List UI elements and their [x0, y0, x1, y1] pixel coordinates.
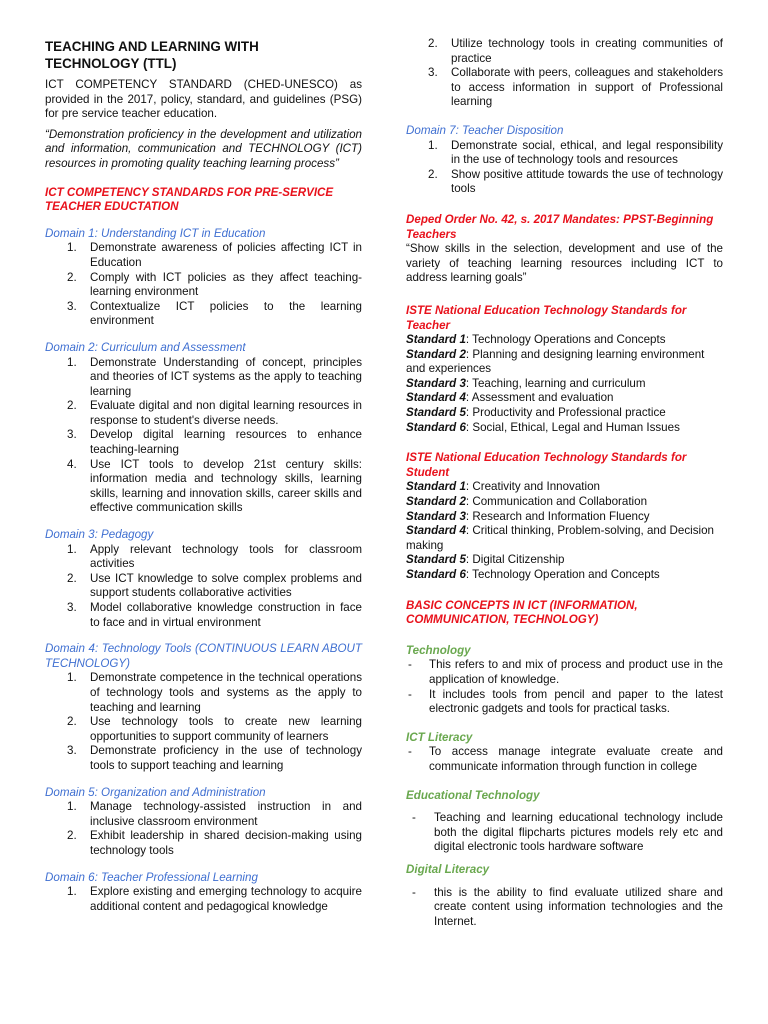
- list-item: - To access manage integrate evaluate create and communicate information through function in college: [408, 745, 723, 773]
- domain-5-title: Domain 5: Organization and Administration: [45, 785, 266, 799]
- concept-digital-literacy-title: Digital Literacy: [406, 862, 490, 876]
- list-item: 3. Develop digital learning resources to enhance teaching-learning: [67, 428, 362, 457]
- list-item: Standard 5: Digital Citizenship: [406, 553, 565, 567]
- list-item: 3. Demonstrate proficiency in the use of technology tools to support teaching and learning: [67, 744, 362, 772]
- domain-3-list: [45, 543, 362, 631]
- list-item: Standard 6: Social, Ethical, Legal and Human Issues: [406, 420, 680, 434]
- list-item: Standard 1: Technology Operations and Concepts: [406, 333, 666, 347]
- list-item: 2. Comply with ICT policies as they affect teaching-learning environment: [67, 270, 362, 299]
- iste-student-standards: [406, 480, 723, 582]
- list-item: Standard 3: Teaching, learning and curriculum: [406, 376, 646, 390]
- list-item: 3. Contextualize ICT policies to the learning environment: [67, 299, 362, 328]
- domain-7-title: Domain 7: Teacher Disposition: [406, 123, 564, 137]
- list-item: Standard 4: Assessment and evaluation: [406, 391, 614, 405]
- list-item: 3. Collaborate with peers, colleagues and stakeholders to access information in support of Professional learning: [428, 66, 723, 109]
- list-item: 1. Demonstrate awareness of policies affecting ICT in Education: [67, 241, 362, 269]
- domain-1-list: [45, 241, 362, 329]
- basic-concepts-heading: BASIC CONCEPTS IN ICT (INFORMATION, COMMUNICATION, TECHNOLOGY): [406, 598, 638, 627]
- iste-teacher-standards: [406, 333, 723, 435]
- domain-4-list: [45, 671, 362, 773]
- domain-6-list: [45, 885, 362, 914]
- domain-6-list-continued: [406, 37, 723, 110]
- concept-educational-technology-title: Educational Technology: [406, 788, 540, 802]
- domain-4-title: Domain 4: Technology Tools (CONTINUOUS LEARN ABOUT TECHNOLOGY): [45, 642, 362, 670]
- concept-technology-list: [406, 658, 723, 716]
- list-item: 4. Use ICT tools to develop 21st century skills: information media and technology skills, learning skills, learning and innovation skills, career skills and effective communication skills: [67, 457, 362, 515]
- list-item: 2. Evaluate digital and non digital learning resources in response to student's diverse needs.: [67, 399, 362, 427]
- list-item: Standard 6: Technology Operation and Concepts: [406, 568, 660, 581]
- list-item: Standard 5: Productivity and Professional practice: [406, 406, 666, 420]
- right-column: [406, 37, 723, 941]
- domain-1-title: Domain 1: Understanding ICT in Education: [45, 226, 266, 240]
- title-line-1: TEACHING AND LEARNING WITH: [45, 39, 259, 54]
- intro-paragraph: ICT COMPETENCY STANDARD (CHED-UNESCO) as provided in the 2017, policy, standard, and guidelines (PSG) for pre service teacher education.: [45, 78, 362, 121]
- list-item: - this is the ability to find evaluate utilized share and create content using information technologies and the Internet.: [412, 885, 723, 928]
- list-item: 2. Use technology tools to create new learning opportunities to support community of learners: [67, 715, 362, 743]
- concept-ict-literacy-title: ICT Literacy: [406, 730, 473, 744]
- concept-technology-title: Technology: [406, 643, 471, 657]
- list-item: Standard 1: Creativity and Innovation: [406, 480, 600, 494]
- domain-7-list: [406, 139, 723, 197]
- list-item: Standard 3: Research and Information Fluency: [406, 509, 650, 523]
- list-item: Standard 2: Communication and Collaboration: [406, 495, 648, 509]
- title-line-2: TECHNOLOGY (TTL): [45, 56, 177, 71]
- domain-6-title: Domain 6: Teacher Professional Learning: [45, 870, 258, 884]
- list-item: Standard 4: Critical thinking, Problem-solving, and Decision making: [406, 524, 715, 552]
- section-heading-ict-standards: ICT COMPETENCY STANDARDS FOR PRE-SERVICE TEACHER EDUCTATION: [45, 185, 334, 214]
- list-item: 2. Utilize technology tools in creating communities of practice: [428, 37, 723, 65]
- iste-teacher-heading: ISTE National Education Technology Standards for Teacher: [406, 303, 687, 332]
- list-item: - It includes tools from pencil and paper to the latest electronic gadgets and tools for practical tasks.: [408, 687, 723, 716]
- list-item: 1. Demonstrate Understanding of concept, principles and theories of ICT systems as the apply to teaching learning: [67, 355, 362, 398]
- quote-paragraph: “Demonstration proficiency in the development and utilization and information, communication and TECHNOLOGY (ICT) resources in promoting quality teaching learning process”: [45, 127, 362, 170]
- list-item: 1. Explore existing and emerging technology to acquire additional content and pedagogical knowledge: [67, 885, 362, 913]
- deped-order-text: “Show skills in the selection, development and use of the variety of teaching learning resources including ICT to address learning goals”: [406, 242, 723, 285]
- deped-order-heading: Deped Order No. 42, s. 2017 Mandates: PPST-Beginning Teachers: [406, 212, 714, 241]
- list-item: 1. Manage technology-assisted instruction in and inclusive classroom environment: [67, 800, 362, 828]
- left-column: [45, 0, 362, 926]
- list-item: 1. Demonstrate social, ethical, and legal responsibility in the use of technology tools and resources: [428, 138, 723, 167]
- iste-student-heading: ISTE National Education Technology Standards for Student: [406, 451, 687, 479]
- list-item: 2. Use ICT knowledge to solve complex problems and support students collaborative activities: [67, 571, 362, 600]
- list-item: - Teaching and learning educational technology include both the digital flipcharts pictures models rely etc and digital electronic tools hardware software: [412, 811, 723, 854]
- concept-ict-literacy-list: [406, 745, 723, 774]
- list-item: 2. Exhibit leadership in shared decision-making using technology tools: [67, 829, 362, 857]
- list-item: 1. Demonstrate competence in the technical operations of technology tools and systems as the apply to teaching and learning: [67, 671, 362, 714]
- list-item: 2. Show positive attitude towards the use of technology tools: [428, 167, 723, 196]
- list-item: - This refers to and mix of process and product use in the application of knowledge.: [408, 658, 723, 686]
- document-title: [45, 38, 362, 72]
- domain-2-title: Domain 2: Curriculum and Assessment: [45, 340, 246, 354]
- domain-5-list: [45, 800, 362, 858]
- list-item: 3. Model collaborative knowledge construction in face to face and in virtual environment: [67, 601, 362, 629]
- list-item: Standard 2: Planning and designing learning environment and experiences: [406, 347, 705, 376]
- concept-digital-literacy-list: [406, 886, 723, 930]
- concept-educational-technology-list: [406, 811, 723, 855]
- list-item: 1. Apply relevant technology tools for classroom activities: [67, 542, 362, 571]
- domain-2-list: [45, 356, 362, 517]
- domain-3-title: Domain 3: Pedagogy: [45, 528, 154, 542]
